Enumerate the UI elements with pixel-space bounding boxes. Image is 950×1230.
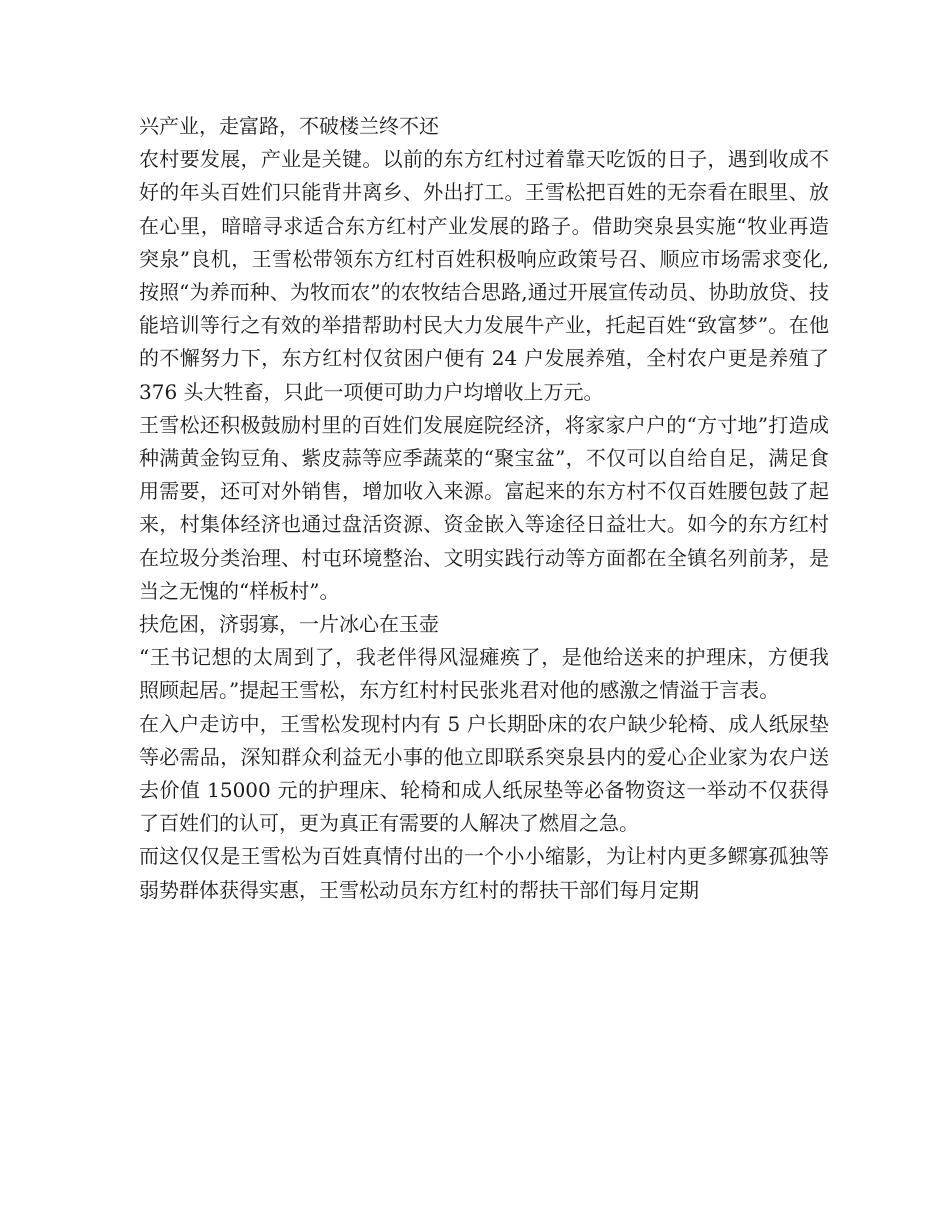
paragraph-vulnerable-groups: 而这仅仅是王雪松为百姓真情付出的一个小小缩影，为让村内更多鳏寡孤独等弱势群体获得实惠，王雪松动员东方红村的帮扶干部们每月定期 xyxy=(139,844,829,902)
paragraph-villager-quote: “王书记想的太周到了，我老伴得风湿瘫痪了，是他给送来的护理床，方便我照顾起居。”提起王雪松，东方红村村民张兆君对他的感激之情溢于言表。 xyxy=(139,645,829,703)
paragraph-industry-development: 农村要发展，产业是关键。以前的东方红村过着靠天吃饭的日子，遇到收成不好的年头百姓们只能背井离乡、外出打工。王雪松把百姓的无奈看在眼里、放在心里，暗暗寻求适合东方红村产业发展的路子。借助突泉县实施“牧业再造突泉”良机，王雪松带领东方红村百姓积极响应政策号召、顺应市场需求变化,按照“为养而种、为牧而农”的农牧结合思路,通过开展宣传动员、协助放贷、技能培训等行之有效的举措帮助村民大力发展牛产业，托起百姓“致富梦”。在他的不懈努力下，东方红村仅贫困户便有 24 户发展养殖，全村农户更是养殖了 376 头大牲畜，只此一项便可助力户均增收上万元。 xyxy=(139,147,829,404)
section-heading-industry: 兴产业，走富路，不破楼兰终不还 xyxy=(139,114,439,138)
section-heading-assistance: 扶危困，济弱寡，一片冰心在玉壶 xyxy=(139,612,439,637)
paragraph-courtyard-economy: 王雪松还积极鼓励村里的百姓们发展庭院经济，将家家户户的“方寸地”打造成种满黄金钩豆角、紫皮蒜等应季蔬菜的“聚宝盆”，不仅可以自给自足，满足食用需要，还可对外销售，增加收入来源。富起来的东方村不仅百姓腰包鼓了起来，村集体经济也通过盘活资源、资金嵌入等途径日益壮大。如今的东方红村在垃圾分类治理、村屯环境整治、文明实践行动等方面都在全镇名列前茅，是当之无愧的“样板村”。 xyxy=(139,412,829,603)
paragraph-home-visits: 在入户走访中，王雪松发现村内有 5 户长期卧床的农户缺少轮椅、成人纸尿垫等必需品，深知群众利益无小事的他立即联系突泉县内的爱心企业家为农户送去价值 15000 元的护理床、轮椅和成人纸尿垫等必备物资这一举动不仅获得了百姓们的认可，更为真正有需要的人解决了燃眉之急。 xyxy=(139,711,829,836)
document-page xyxy=(139,110,829,907)
